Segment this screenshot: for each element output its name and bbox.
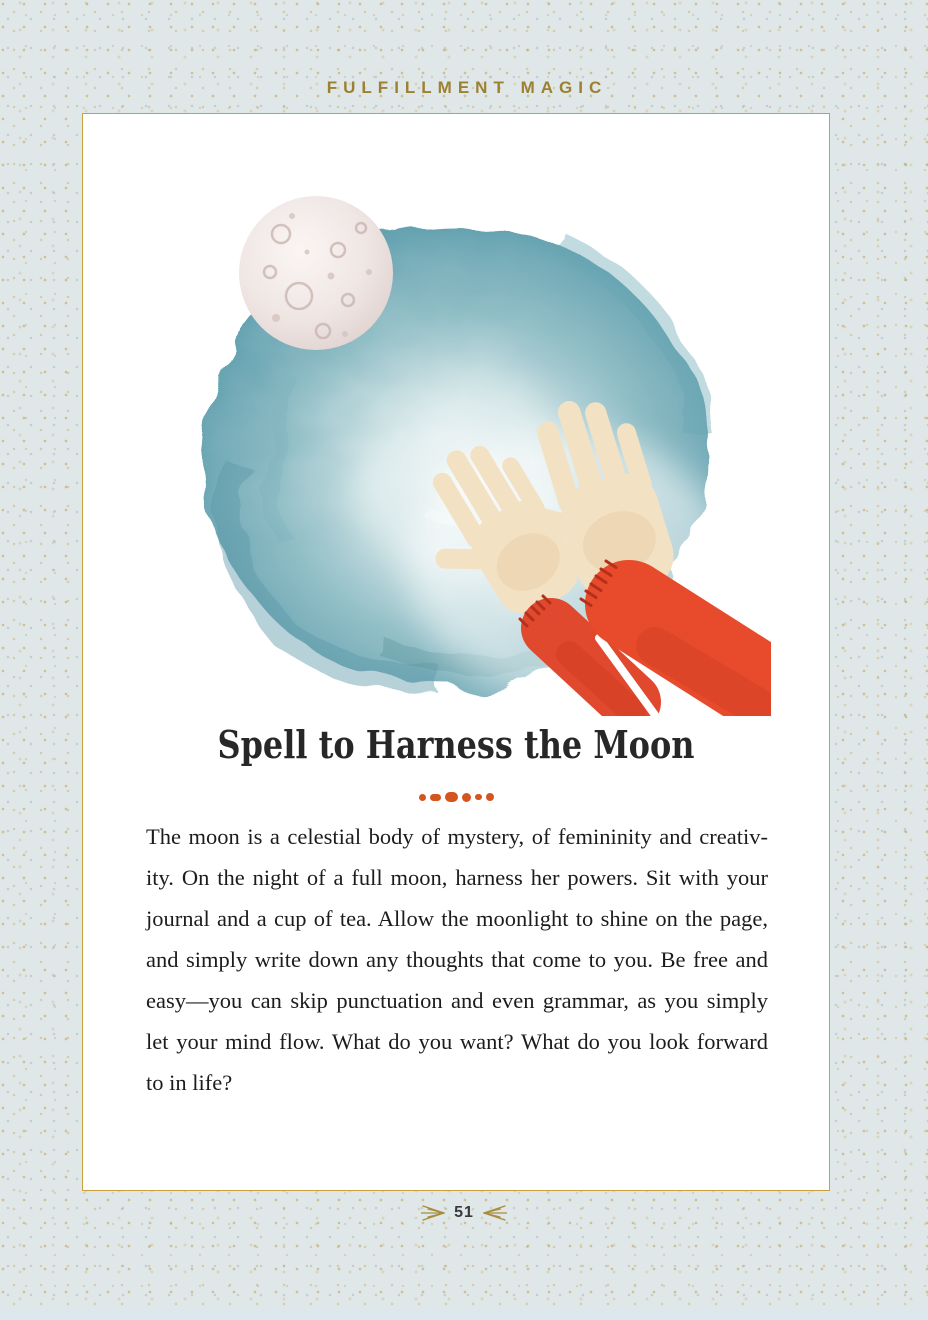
divider-dash	[430, 794, 441, 801]
body-line: ity. On the night of a full moon, harness her powers. Sit with your	[146, 865, 768, 890]
running-header: FULFILLMENT MAGIC	[326, 78, 608, 97]
page-footer	[0, 1204, 928, 1222]
divider-dot	[462, 793, 471, 802]
body-line: easy—you can skip punctuation and even grammar, as you simply	[146, 988, 768, 1013]
body-line: The moon is a celestial body of mystery, of femininity and creativ-	[146, 824, 768, 849]
page-bottom-edge	[0, 1309, 928, 1320]
divider-dot-large	[445, 792, 458, 802]
divider-ornament	[83, 792, 829, 802]
divider-dot	[419, 794, 426, 801]
body-line: let your mind flow. What do you want? What do you look forward	[146, 1029, 768, 1054]
arrow-fletch-right-icon	[421, 1204, 445, 1222]
moon-and-hands-illustration	[131, 176, 771, 716]
divider-dot	[486, 793, 494, 801]
body-line: to in life?	[146, 1070, 233, 1095]
body-line: and simply write down any thoughts that come to you. Be free and	[146, 947, 768, 972]
body-text	[146, 816, 768, 1103]
body-line: journal and a cup of tea. Allow the moonlight to shine on the page,	[146, 906, 768, 931]
content-card	[82, 113, 830, 1191]
arrow-fletch-left-icon	[483, 1204, 507, 1222]
moon	[239, 196, 393, 350]
divider-dash-small	[475, 794, 482, 800]
page-number: 51	[454, 1204, 474, 1221]
spell-title: Spell to Harness the Moon	[217, 722, 695, 767]
